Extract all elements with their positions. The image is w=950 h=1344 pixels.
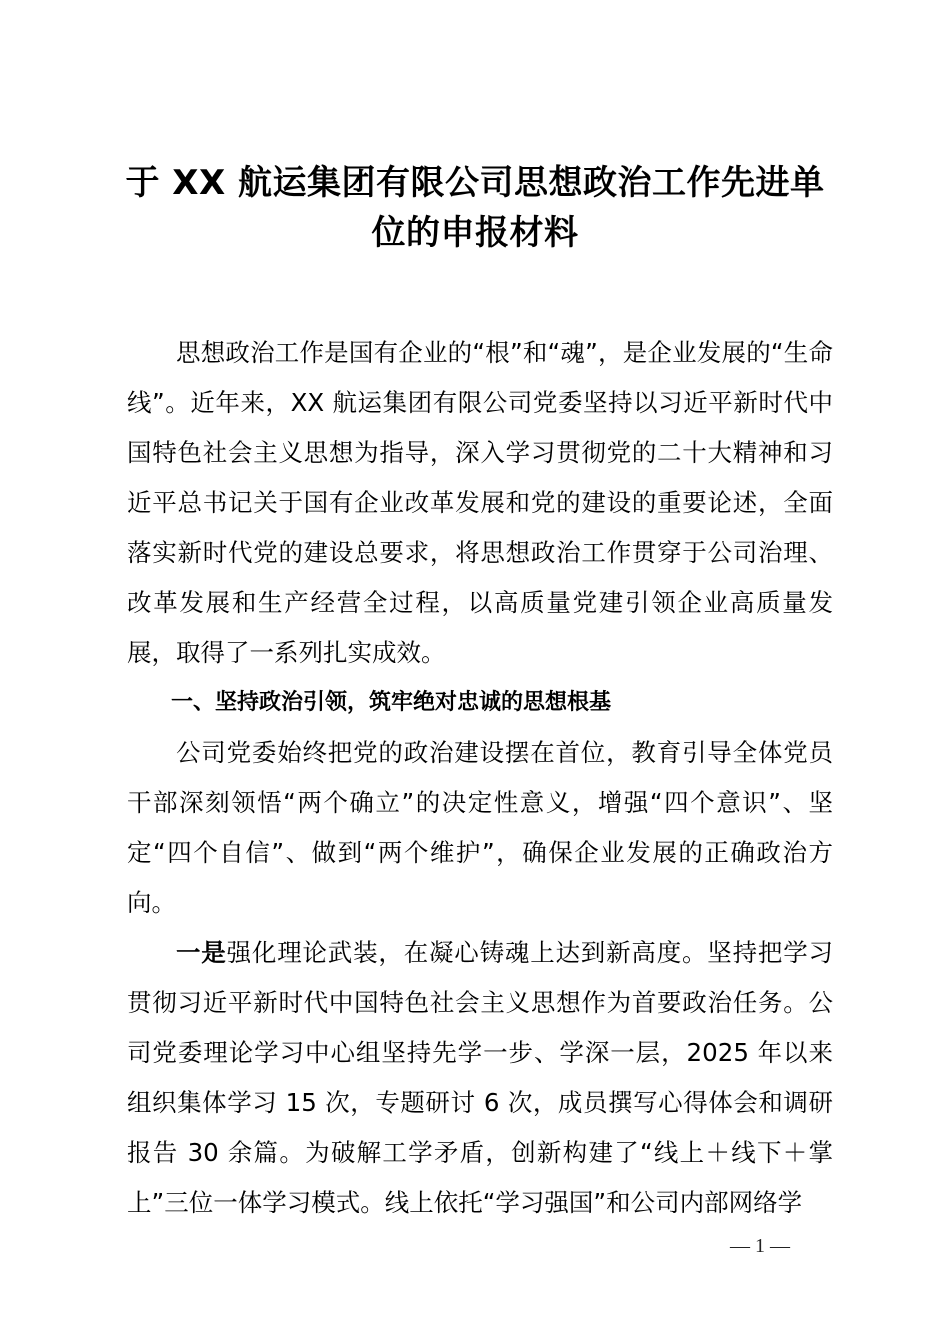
document-body (127, 328, 833, 1228)
point-1-text: 强化理论武装，在凝心铸魂上达到新高度。坚持把学习贯彻习近平新时代中国特色社会主义思想作为首要政治任务。公司党委理论学习中心组坚持先学一步、学深一层，2025 年以来组织集体学习 15 次，专题研讨 6 次，成员撰写心得体会和调研报告 30 余篇。为破解工学矛盾，创新构建了“线上＋线下＋掌上”三位一体学习模式。线上依托“学习强国”和公司内部网络学 (127, 938, 834, 1217)
intro-paragraph: 思想政治工作是国有企业的“根”和“魂”，是企业发展的“生命线”。近年来，XX 航运集团有限公司党委坚持以习近平新时代中国特色社会主义思想为指导，深入学习贯彻党的二十大精神和习近平总书记关于国有企业改革发展和党的建设的重要论述，全面落实新时代党的建设总要求，将思想政治工作贯穿于公司治理、改革发展和生产经营全过程，以高质量党建引领企业高质量发展，取得了一系列扎实成效。 (127, 338, 833, 667)
point-lead: 一是 (176, 938, 227, 967)
point-1-paragraph (127, 928, 833, 1228)
section-heading-1: 一、坚持政治引领，筑牢绝对忠诚的思想根基 (171, 690, 612, 715)
title-line-2: 位的申报材料 (371, 213, 579, 253)
title-line-1: 于 XX 航运集团有限公司思想政治工作先进单 (125, 163, 825, 203)
page-number: — 1 — (730, 1235, 790, 1257)
document-title (100, 158, 850, 258)
section-1-paragraph: 公司党委始终把党的政治建设摆在首位，教育引导全体党员干部深刻领悟“两个确立”的决定性意义，增强“四个意识”、坚定“四个自信”、做到“两个维护”，确保企业发展的正确政治方向。 (127, 738, 833, 917)
